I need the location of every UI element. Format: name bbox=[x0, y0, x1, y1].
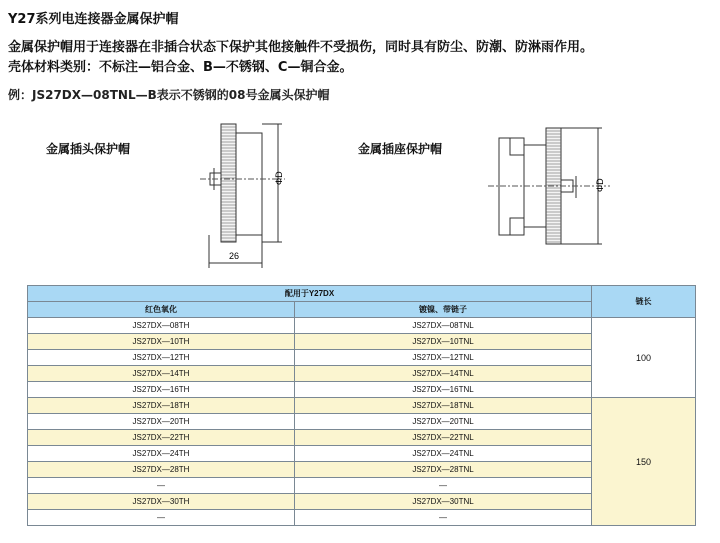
nickel-chain-model-cell: JS27DX—28TNL bbox=[295, 462, 592, 478]
nickel-chain-model-cell: JS27DX—12TNL bbox=[295, 350, 592, 366]
cap-model-table bbox=[27, 285, 696, 526]
nickel-chain-model-cell: JS27DX—10TNL bbox=[295, 334, 592, 350]
red-oxide-model-cell: JS27DX—16TH bbox=[28, 382, 295, 398]
description-material: 壳体材料类别：不标注—铝合金、B—不锈钢、C—铜合金。 bbox=[8, 60, 353, 75]
chain-length-cell: 150 bbox=[592, 398, 696, 526]
nickel-chain-model-cell: JS27DX—30TNL bbox=[295, 494, 592, 510]
nickel-chain-model-cell: JS27DX—14TNL bbox=[295, 366, 592, 382]
red-oxide-model-cell: — bbox=[28, 478, 295, 494]
red-oxide-model-cell: JS27DX—12TH bbox=[28, 350, 295, 366]
red-oxide-model-cell: JS27DX—14TH bbox=[28, 366, 295, 382]
length-header: 链长 bbox=[592, 286, 696, 318]
red-oxide-model-cell: JS27DX—22TH bbox=[28, 430, 295, 446]
page-title: Y27系列电连接器金属保护帽 bbox=[8, 12, 179, 27]
table-row bbox=[28, 318, 696, 334]
nickel-chain-model-cell: JS27DX—08TNL bbox=[295, 318, 592, 334]
nickel-chain-model-cell: — bbox=[295, 510, 592, 526]
red-oxide-model-cell: JS27DX—20TH bbox=[28, 414, 295, 430]
red-oxide-model-cell: JS27DX—30TH bbox=[28, 494, 295, 510]
nickel-chain-model-cell: JS27DX—16TNL bbox=[295, 382, 592, 398]
col-header-nickel-chain: 镀镍、带链子 bbox=[295, 302, 592, 318]
description-usage: 金属保护帽用于连接器在非插合状态下保护其他接触件不受损伤，同时具有防尘、防潮、防淋雨作用。 bbox=[8, 40, 594, 55]
red-oxide-model-cell: JS27DX—18TH bbox=[28, 398, 295, 414]
socket-cap-label: 金属插座保护帽 bbox=[358, 142, 443, 156]
nickel-chain-model-cell: JS27DX—24TNL bbox=[295, 446, 592, 462]
plug-diameter-label: ΦD bbox=[274, 171, 284, 185]
socket-diameter-label: ΦD bbox=[595, 178, 605, 192]
nickel-chain-model-cell: JS27DX—22TNL bbox=[295, 430, 592, 446]
col-header-red-oxide: 红色氧化 bbox=[28, 302, 295, 318]
red-oxide-model-cell: JS27DX—24TH bbox=[28, 446, 295, 462]
plug-cap-drawing bbox=[200, 124, 285, 268]
socket-cap-drawing bbox=[488, 128, 610, 244]
red-oxide-model-cell: — bbox=[28, 510, 295, 526]
table-body bbox=[28, 318, 696, 526]
chain-length-cell: 100 bbox=[592, 318, 696, 398]
plug-cap-label: 金属插头保护帽 bbox=[46, 142, 131, 156]
red-oxide-model-cell: JS27DX—10TH bbox=[28, 334, 295, 350]
example-text: 例：JS27DX—08TNL—B表示不锈钢的08号金属头保护帽 bbox=[8, 88, 330, 102]
group-header: 配用于Y27DX bbox=[28, 286, 592, 302]
nickel-chain-model-cell: — bbox=[295, 478, 592, 494]
nickel-chain-model-cell: JS27DX—20TNL bbox=[295, 414, 592, 430]
red-oxide-model-cell: JS27DX—08TH bbox=[28, 318, 295, 334]
plug-length-label: 26 bbox=[229, 251, 240, 261]
nickel-chain-model-cell: JS27DX—18TNL bbox=[295, 398, 592, 414]
red-oxide-model-cell: JS27DX—28TH bbox=[28, 462, 295, 478]
table-row bbox=[28, 398, 696, 414]
